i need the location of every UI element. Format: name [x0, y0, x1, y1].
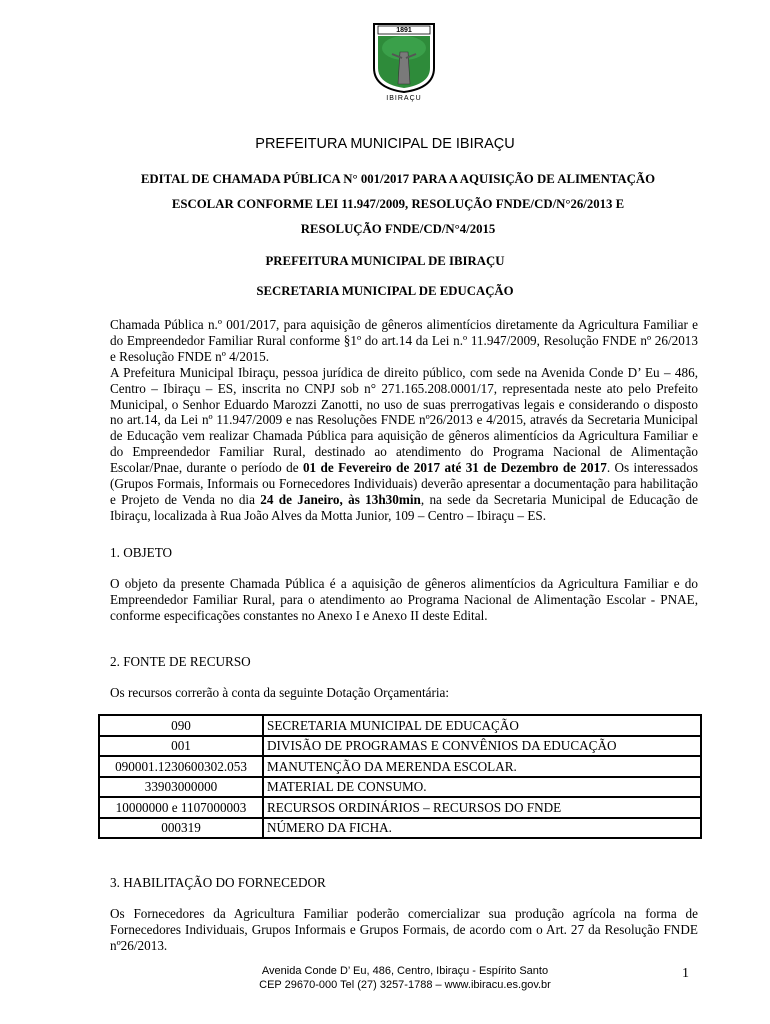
- date-highlight: 24 de Janeiro, às 13h30min: [260, 491, 421, 507]
- section-text: Os recursos correrão à conta da seguinte Dotação Orçamentária:: [110, 685, 450, 700]
- crest-year: 1891: [396, 27, 412, 34]
- footer-contact: CEP 29670-000 Tel (27) 3257-1788 – www.ibiracu.es.gov.br: [259, 979, 551, 991]
- table-cell-desc: MANUTENÇÃO DA MERENDA ESCOLAR.: [263, 756, 701, 777]
- table-row: [99, 797, 701, 818]
- page-title: PREFEITURA MUNICIPAL DE IBIRAÇU: [255, 136, 515, 152]
- period-highlight: 01 de Fevereiro de 2017 até 31 de Dezembro de 2017: [302, 460, 607, 476]
- footer-address: Avenida Conde D’ Eu, 486, Centro, Ibiraçu - Espírito Santo: [261, 965, 549, 977]
- intro-section: [110, 317, 698, 524]
- edital-title-line: RESOLUÇÃO FNDE/CD/N°4/2015: [300, 222, 496, 236]
- table-row: [99, 756, 701, 777]
- edital-title: [100, 167, 696, 242]
- table-row: [99, 777, 701, 798]
- section-text: Os Fornecedores da Agricultura Familiar poderão comercializar sua produção agrícola na forma de Fornecedores Individuais, Grupos Informais e Grupos Formais, de acordo com o Art. 27 da Resolução FNDE nº26/2013.: [110, 906, 698, 953]
- table-cell-desc: SECRETARIA MUNICIPAL DE EDUCAÇÃO: [263, 715, 701, 736]
- table-row: [99, 818, 701, 839]
- section-heading: 3. HABILITAÇÃO DO FORNECEDOR: [110, 875, 326, 890]
- budget-table: [98, 714, 702, 839]
- table-cell-code: 33903000000: [99, 777, 263, 798]
- table-cell-code: 10000000 e 1107000003: [99, 797, 263, 818]
- org-secretaria: SECRETARIA MUNICIPAL DE EDUCAÇÃO: [256, 284, 514, 298]
- table-cell-desc: RECURSOS ORDINÁRIOS – RECURSOS DO FNDE: [263, 797, 701, 818]
- intro-paragraph: Chamada Pública n.º 001/2017, para aquisição de gêneros alimentícios diretamente da Agricultura Familiar e do Empreendedor Familiar Rural conforme §1º do art.14 da Lei n.º 11.947/2009, Resolução FNDE nº 26/2013 e Resolução FNDE nº 4/2015.: [110, 317, 698, 364]
- section-heading: 1. OBJETO: [110, 545, 173, 560]
- table-row: [99, 736, 701, 757]
- table-cell-code: 090001.1230600302.053: [99, 756, 263, 777]
- edital-title-line: EDITAL DE CHAMADA PÚBLICA N° 001/2017 PARA A AQUISIÇÃO DE ALIMENTAÇÃO: [140, 172, 656, 186]
- table-cell-desc: MATERIAL DE CONSUMO.: [263, 777, 701, 798]
- section-heading: 2. FONTE DE RECURSO: [110, 654, 251, 669]
- page-footer: [0, 964, 770, 992]
- page-number: 1: [682, 966, 689, 981]
- edital-title-line: ESCOLAR CONFORME LEI 11.947/2009, RESOLUÇÃO FNDE/CD/N°26/2013 E: [171, 197, 625, 211]
- table-row: [99, 715, 701, 736]
- table-cell-code: 090: [99, 715, 263, 736]
- municipal-crest: [372, 22, 436, 112]
- intro-paragraph: A Prefeitura Municipal Ibiraçu, pessoa jurídica de direito público, com sede na Avenida Conde D’ Eu – 486, Centro – Ibiraçu – ES, inscrita no CNPJ sob n° 271.165.208.0001/17, representada neste ato pelo Prefeito Municipal, o Senhor Eduardo Marozzi Zanotti, no uso de suas prerrogativas legais e considerando o disposto no art.14, da Lei nº 11.947/2009 e nas Resoluções FNDE nº26/2013 e 4/2015, através da Secretaria Municipal de Educação vem realizar Chamada Pública para aquisição de gêneros alimentícios da Agricultura Familiar e do Empreendedor Familiar Rural, destinado ao atendimento do Programa Nacional de Alimentação Escolar/Pnae, durante o período de 01 de Fevereiro de 2017 até 31 de Dezembro de 2017. Os interessados (Grupos Formais, Informais ou Fornecedores Individuais) deverão apresentar a documentação para habilitação e Projeto de Venda no dia 24 de Janeiro, às 13h30min, na sede da Secretaria Municipal de Educação de Ibiraçu, localizada à Rua João Alves da Motta Junior, 109 – Centro – Ibiraçu – ES.: [110, 364, 698, 523]
- table-cell-code: 001: [99, 736, 263, 757]
- org-prefeitura: PREFEITURA MUNICIPAL DE IBIRAÇU: [265, 254, 505, 268]
- table-cell-desc: DIVISÃO DE PROGRAMAS E CONVÊNIOS DA EDUCAÇÃO: [263, 736, 701, 757]
- section-text: O objeto da presente Chamada Pública é a aquisição de gêneros alimentícios da Agricultura Familiar e do Empreendedor Familiar Rural, para o atendimento ao Programa Nacional de Alimentação Escolar - PNAE, conforme especificações constantes no Anexo I e Anexo II deste Edital.: [110, 576, 698, 623]
- table-cell-desc: NÚMERO DA FICHA.: [263, 818, 701, 839]
- crest-name: IBIRAÇU: [386, 95, 422, 102]
- table-cell-code: 000319: [99, 818, 263, 839]
